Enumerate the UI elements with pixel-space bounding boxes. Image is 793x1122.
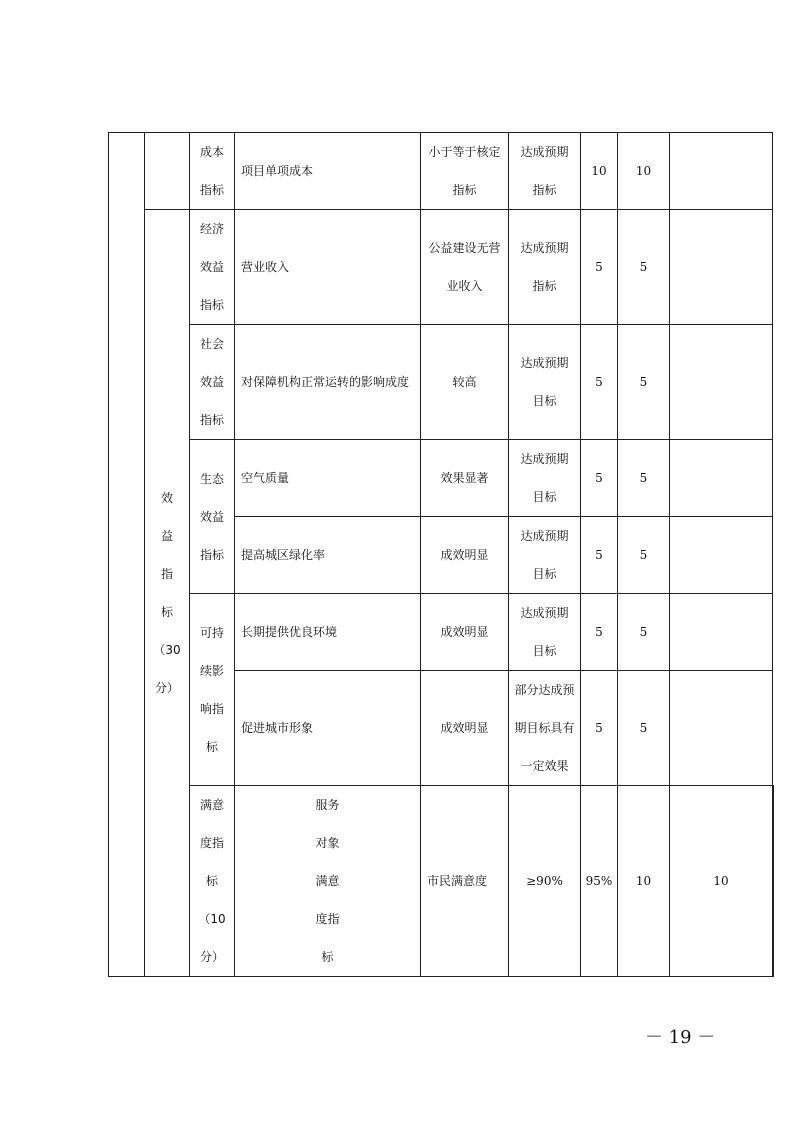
actual-value-cost: 达成预期 指标 — [509, 133, 581, 210]
remark-eco2 — [670, 517, 773, 594]
target-value-sus1: 成效明显 — [421, 594, 509, 671]
score-satisfaction: 10 — [670, 786, 773, 977]
score-eco1: 5 — [618, 440, 670, 517]
indicator-name-sus2: 促进城市形象 — [235, 671, 421, 786]
actual-value-satisfaction: 95% — [581, 786, 618, 977]
weight-cost: 10 — [581, 133, 618, 210]
actual-value-eco1: 达成预期 目标 — [509, 440, 581, 517]
score-econ: 5 — [618, 210, 670, 325]
remark-satisfaction — [773, 786, 774, 977]
remark-cost — [670, 133, 773, 210]
target-value-sus2: 成效明显 — [421, 671, 509, 786]
remark-eco1 — [670, 440, 773, 517]
indicator-name-cost: 项目单项成本 — [235, 133, 421, 210]
score-sus1: 5 — [618, 594, 670, 671]
score-eco2: 5 — [618, 517, 670, 594]
sub-indicator-cost: 成本 指标 — [190, 133, 235, 210]
weight-econ: 5 — [581, 210, 618, 325]
indicator-name-satisfaction: 市民满意度 — [421, 786, 509, 977]
indicator-name-eco1: 空气质量 — [235, 440, 421, 517]
weight-sus2: 5 — [581, 671, 618, 786]
performance-indicator-table — [108, 132, 774, 977]
indicator-name-econ: 营业收入 — [235, 210, 421, 325]
actual-value-sus2: 部分达成预 期目标具有 一定效果 — [509, 671, 581, 786]
score-social: 5 — [618, 325, 670, 440]
target-value-satisfaction: ≥90% — [509, 786, 581, 977]
remark-sus1 — [670, 594, 773, 671]
remark-econ — [670, 210, 773, 325]
satisfaction-category: 满意 度指 标 （10 分） — [190, 786, 235, 977]
target-value-social: 较高 — [421, 325, 509, 440]
score-cost: 10 — [618, 133, 670, 210]
actual-value-sus1: 达成预期 目标 — [509, 594, 581, 671]
sub-indicator-social: 社会 效益 指标 — [190, 325, 235, 440]
remark-social — [670, 325, 773, 440]
weight-eco2: 5 — [581, 517, 618, 594]
sub-indicator-econ: 经济 效益 指标 — [190, 210, 235, 325]
weight-sus1: 5 — [581, 594, 618, 671]
weight-eco1: 5 — [581, 440, 618, 517]
outer-category-cell — [109, 133, 145, 977]
sub-indicator-sustain: 可持 续影 响指 标 — [190, 594, 235, 786]
score-sus2: 5 — [618, 671, 670, 786]
indicator-name-sus1: 长期提供优良环境 — [235, 594, 421, 671]
target-value-eco2: 成效明显 — [421, 517, 509, 594]
sub-indicator-satisfaction: 服务 对象 满意 度指 标 — [235, 786, 421, 977]
benefit-category: 效 益 指 标 （30 分） — [145, 210, 190, 977]
target-value-cost: 小于等于核定 指标 — [421, 133, 509, 210]
indicator-name-eco2: 提高城区绿化率 — [235, 517, 421, 594]
actual-value-eco2: 达成预期 目标 — [509, 517, 581, 594]
sub-indicator-eco: 生态 效益 指标 — [190, 440, 235, 594]
target-value-econ: 公益建设无营 业收入 — [421, 210, 509, 325]
remark-sus2 — [670, 671, 773, 786]
category-cell-empty — [145, 133, 190, 210]
weight-social: 5 — [581, 325, 618, 440]
indicator-name-social: 对保障机构正常运转的影响成度 — [235, 325, 421, 440]
actual-value-econ: 达成预期 指标 — [509, 210, 581, 325]
page-number: － 19 － — [645, 1027, 716, 1048]
weight-satisfaction: 10 — [618, 786, 670, 977]
actual-value-social: 达成预期 目标 — [509, 325, 581, 440]
target-value-eco1: 效果显著 — [421, 440, 509, 517]
